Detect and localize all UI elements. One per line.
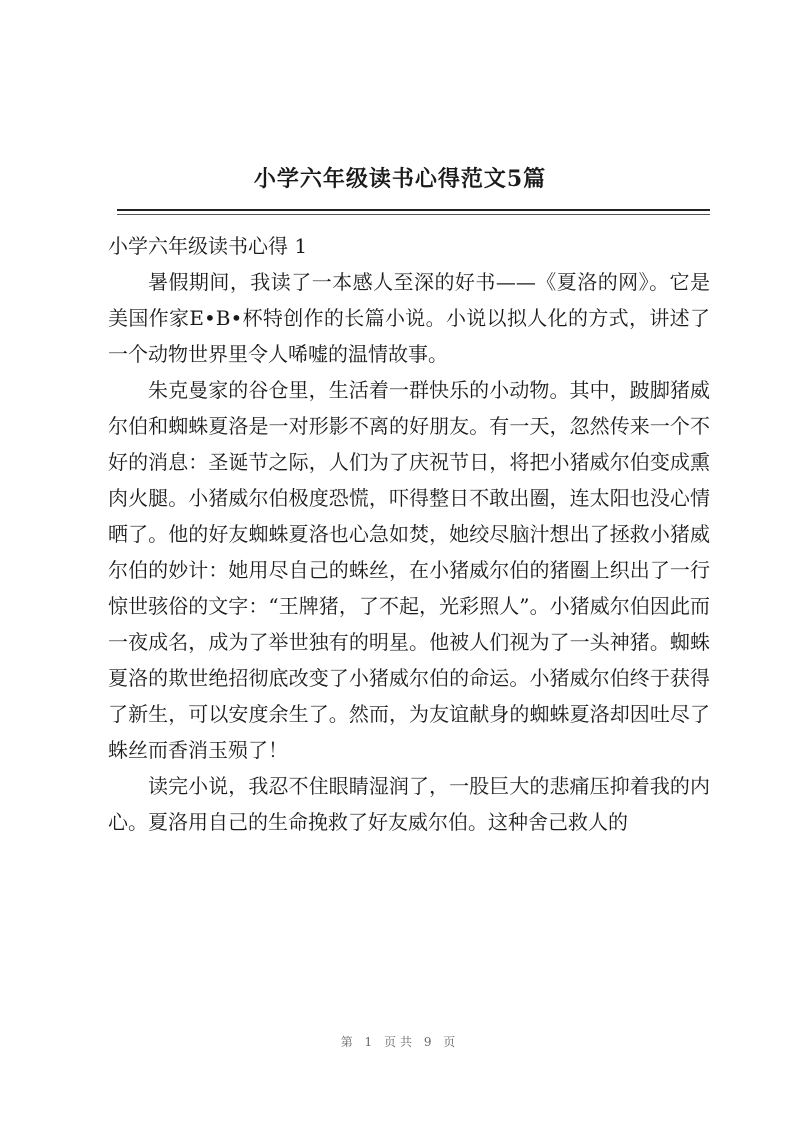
paragraph-2: 朱克曼家的谷仓里，生活着一群快乐的小动物。其中，跛脚猪威尔伯和蜘蛛夏洛是一对形影不离的好朋友。有一天，忽然传来一个不好的消息：圣诞节之际，人们为了庆祝节日，将把小猪威尔伯变成熏肉火腿。小猪威尔伯极度恐慌，吓得整日不敢出圈，连太阳也没心情晒了。他的好友蜘蛛夏洛也心急如焚，她绞尽脑汁想出了拯救小猪威尔伯的妙计：她用尽自己的蛛丝，在小猪威尔伯的猪圈上织出了一行惊世骇俗的文字：“王牌猪，了不起，光彩照人”。小猪威尔伯因此而一夜成名，成为了举世独有的明星。他被人们视为了一头神猪。蜘蛛夏洛的欺世绝招彻底改变了小猪威尔伯的命运。小猪威尔伯终于获得了新生，可以安度余生了。然而，为友谊献身的蜘蛛夏洛却因吐尽了蛛丝而香消玉殒了！ [108,378,710,762]
document-title: 小学六年级读书心得范文5篇 [253,166,547,192]
paragraph-3: 读完小说，我忍不住眼睛湿润了，一股巨大的悲痛压抑着我的内心。夏洛用自己的生命挽救了好友威尔伯。这种舍己救人的 [108,774,710,834]
page-number-footer: 第 1 页共 9 页 [340,1035,460,1049]
document-body [108,228,710,840]
paragraph-1: 暑假期间，我读了一本感人至深的好书——《夏洛的网》。它是美国作家E•B•杯特创作的长篇小说。小说以拟人化的方式，讲述了一个动物世界里令人唏嘘的温情故事。 [108,270,710,366]
title-divider-thick [117,209,710,211]
title-divider-thin [117,214,710,215]
section-title: 小学六年级读书心得 1 [108,234,308,258]
